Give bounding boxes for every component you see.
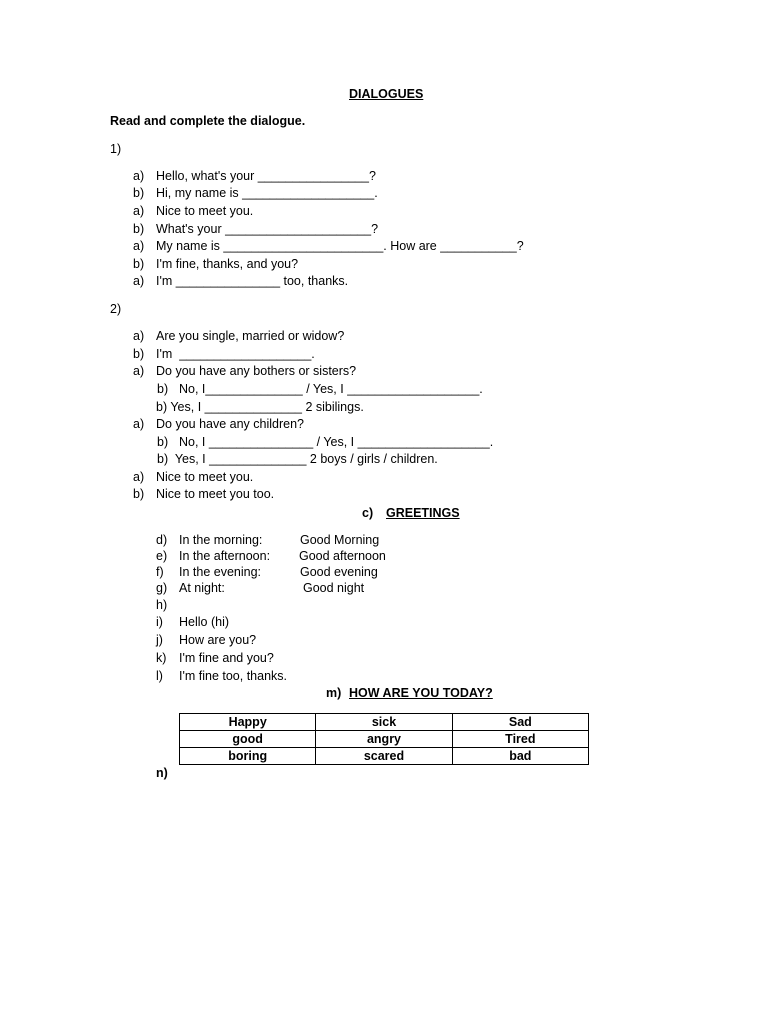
greeting-phrase: Good afternoon (299, 549, 386, 563)
dialogue-line: Hello, what's your ________________? (156, 169, 376, 183)
table-cell: Sad (452, 714, 588, 731)
dialogue-marker: b) (157, 382, 169, 396)
dialogue-line: b) Yes, I ______________ 2 boys / girls / children. (157, 452, 438, 466)
table-cell: scared (316, 748, 452, 765)
table-cell: bad (452, 748, 588, 765)
greeting-phrase: Hello (hi) (179, 615, 230, 629)
greetings-marker: c) (362, 506, 374, 520)
dialogue-line: I'm fine, thanks, and you? (156, 257, 299, 271)
table-cell: angry (316, 731, 452, 748)
greeting-time: In the morning: (179, 533, 263, 547)
greeting-phrase: Good night (303, 581, 365, 595)
greeting-phrase: I'm fine and you? (179, 651, 274, 665)
dialogue-line: Nice to meet you. (156, 204, 254, 218)
dialogue-line: No, I______________ / Yes, I ___________________. (179, 382, 483, 396)
greeting-marker: g) (156, 581, 168, 595)
final-marker: n) (156, 766, 168, 780)
feelings-table (179, 713, 589, 765)
table-cell: good (180, 731, 316, 748)
table-row (180, 731, 589, 748)
dialogue-marker: a) (133, 364, 145, 378)
greeting-time: In the evening: (179, 565, 262, 579)
section-2-label: 2) (110, 302, 122, 316)
table-cell: sick (316, 714, 452, 731)
greetings-heading: GREETINGS (386, 506, 460, 520)
dialogue-line: What's your _____________________? (156, 222, 379, 236)
dialogue-marker: a) (133, 204, 145, 218)
dialogue-marker: a) (133, 470, 145, 484)
dialogue-line: Hi, my name is ___________________. (156, 186, 378, 200)
dialogue-line: No, I _______________ / Yes, I ___________________. (179, 435, 494, 449)
greeting-marker: h) (156, 598, 168, 612)
table-row (180, 714, 589, 731)
dialogue-line: Do you have any children? (156, 417, 305, 431)
greeting-time: In the afternoon: (179, 549, 271, 563)
dialogue-line: My name is _______________________. How are ___________? (156, 239, 524, 253)
today-heading: HOW ARE YOU TODAY? (349, 686, 493, 700)
dialogue-line: I'm ___________________. (156, 347, 315, 361)
dialogue-marker: a) (133, 169, 145, 183)
greeting-marker: j) (156, 633, 163, 647)
dialogue-line: Are you single, married or widow? (156, 329, 345, 343)
greeting-marker: l) (156, 669, 163, 683)
dialogue-marker: b) (133, 186, 145, 200)
table-cell: boring (180, 748, 316, 765)
dialogue-marker: a) (133, 329, 145, 343)
dialogue-line: b) Yes, I ______________ 2 sibilings. (156, 400, 364, 414)
dialogue-marker: b) (133, 347, 145, 361)
dialogue-line: Do you have any bothers or sisters? (156, 364, 357, 378)
dialogue-marker: a) (133, 239, 145, 253)
greeting-marker: f) (156, 565, 164, 579)
greeting-marker: k) (156, 651, 167, 665)
dialogue-line: Nice to meet you too. (156, 487, 275, 501)
table-cell: Happy (180, 714, 316, 731)
greeting-phrase: Good evening (300, 565, 378, 579)
table-cell: Tired (452, 731, 588, 748)
greeting-phrase: Good Morning (300, 533, 380, 547)
dialogue-marker: b) (133, 222, 145, 236)
dialogue-line: I'm _______________ too, thanks. (156, 274, 349, 288)
dialogue-marker: b) (133, 487, 145, 501)
dialogue-marker: a) (133, 417, 145, 431)
greeting-marker: e) (156, 549, 168, 563)
greeting-time: At night: (179, 581, 225, 595)
dialogue-marker: a) (133, 274, 145, 288)
section-1-label: 1) (110, 142, 122, 156)
dialogue-marker: b) (157, 435, 169, 449)
greeting-phrase: How are you? (179, 633, 257, 647)
dialogue-marker: b) (133, 257, 145, 271)
page-title: DIALOGUES (349, 87, 424, 101)
today-marker: m) (326, 686, 342, 700)
greeting-marker: d) (156, 533, 168, 547)
dialogue-line: Nice to meet you. (156, 470, 254, 484)
greeting-marker: i) (156, 615, 163, 629)
table-row (180, 748, 589, 765)
instruction: Read and complete the dialogue. (110, 114, 306, 128)
greeting-phrase: I'm fine too, thanks. (179, 669, 287, 683)
